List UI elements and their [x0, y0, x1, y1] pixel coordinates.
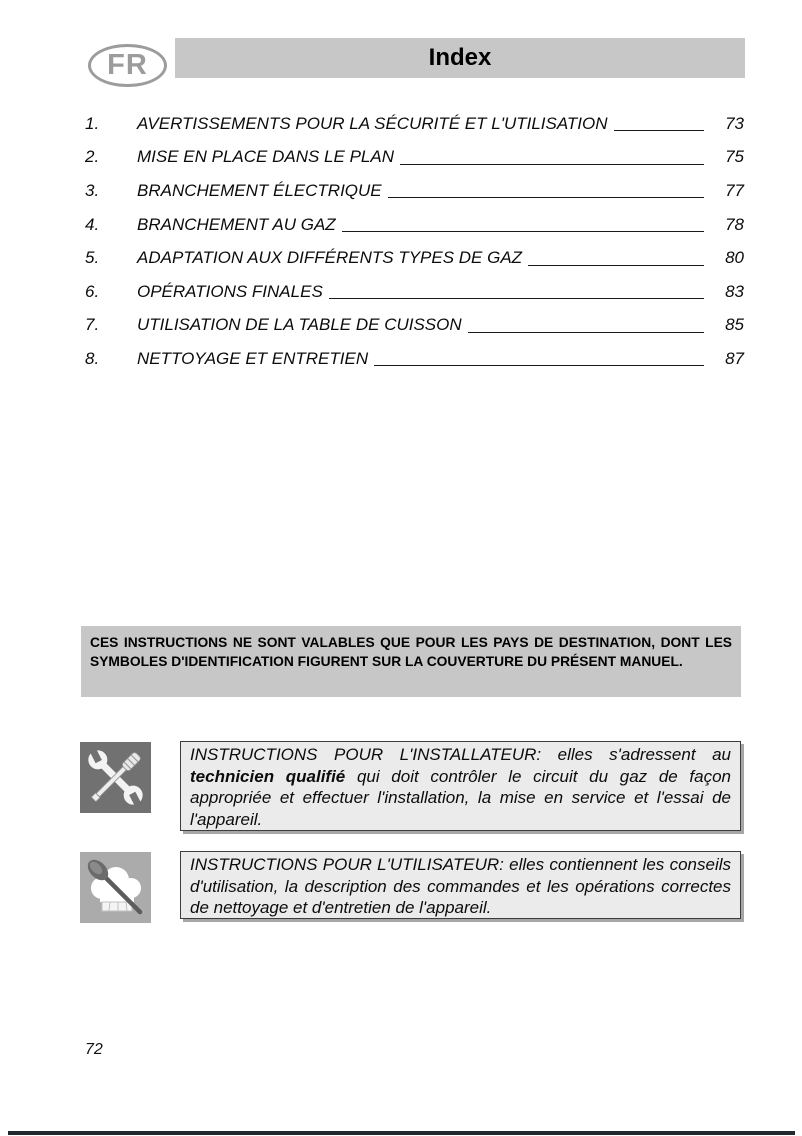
toc-item-page: 80 — [725, 248, 744, 268]
table-of-contents — [85, 107, 744, 376]
installer-note-bold: technicien qualifié — [190, 766, 346, 786]
toc-item-page: 87 — [725, 348, 744, 368]
installer-note-rest: qui doit contrôler le circuit du gaz de façon appropriée et effectuer l'installation, la mise en service et l'essai de l'appareil. — [190, 766, 731, 829]
notice-text: CES INSTRUCTIONS NE SONT VALABLES QUE POUR LES PAYS DE DESTINATION, DONT LES SYMBOLES D'IDENTIFICATION FIGURENT SUR LA COUVERTURE DU PRÉSENT MANUEL. — [90, 635, 732, 669]
toc-item-number: 3. — [85, 180, 100, 200]
toc-item-title: ADAPTATION AUX DIFFÉRENTS TYPES DE GAZ — [137, 248, 523, 268]
toc-row — [85, 275, 744, 309]
toc-leader-line — [342, 231, 704, 232]
toc-row — [85, 342, 744, 376]
page-title: Index — [428, 44, 492, 71]
user-note-text: INSTRUCTIONS POUR L'UTILISATEUR: elles contiennent les conseils d'utilisation, la description des commandes et les opérations correctes de nettoyage et d'entretien de l'appareil. — [190, 855, 731, 917]
installer-instructions-note — [180, 741, 741, 831]
language-badge-label: FR — [107, 49, 148, 81]
toc-leader-line — [400, 164, 704, 165]
toc-item-page: 85 — [725, 315, 744, 335]
toc-item-title: AVERTISSEMENTS POUR LA SÉCURITÉ ET L'UTILISATION — [137, 113, 608, 133]
toc-item-title: NETTOYAGE ET ENTRETIEN — [137, 348, 369, 368]
toc-item-number: 4. — [85, 214, 100, 234]
toc-item-page: 77 — [725, 180, 744, 200]
installer-note-lead: INSTRUCTIONS POUR L'INSTALLATEUR: elles s'adressent au — [190, 745, 731, 764]
toc-item-title: UTILISATION DE LA TABLE DE CUISSON — [137, 315, 462, 335]
toc-row — [85, 141, 744, 175]
language-badge — [88, 44, 167, 87]
toc-item-title: BRANCHEMENT ÉLECTRIQUE — [137, 180, 382, 200]
toc-row — [85, 241, 744, 275]
header-bar — [175, 38, 745, 78]
toc-item-title: OPÉRATIONS FINALES — [137, 281, 323, 301]
wrench-screwdriver-icon — [80, 742, 151, 813]
toc-item-title: BRANCHEMENT AU GAZ — [137, 214, 336, 234]
toc-item-number: 6. — [85, 281, 100, 301]
toc-row — [85, 208, 744, 242]
toc-leader-line — [528, 265, 704, 266]
toc-item-title: MISE EN PLACE DANS LE PLAN — [137, 147, 394, 167]
toc-item-number: 8. — [85, 348, 100, 368]
toc-item-page: 78 — [725, 214, 744, 234]
toc-row — [85, 309, 744, 343]
toc-item-page: 75 — [725, 147, 744, 167]
chef-hat-spoon-icon — [80, 852, 151, 923]
user-instructions-note — [180, 851, 741, 919]
toc-item-page: 73 — [725, 113, 744, 133]
toc-item-number: 2. — [85, 147, 100, 167]
toc-item-number: 1. — [85, 113, 100, 133]
page-number: 72 — [85, 1041, 103, 1058]
toc-item-number: 7. — [85, 315, 100, 335]
toc-leader-line — [614, 130, 704, 131]
toc-leader-line — [468, 332, 704, 333]
toc-leader-line — [388, 197, 704, 198]
toc-row — [85, 107, 744, 141]
toc-leader-line — [329, 298, 704, 299]
toc-item-page: 83 — [725, 281, 744, 301]
toc-row — [85, 174, 744, 208]
country-validity-notice — [81, 626, 741, 697]
toc-item-number: 5. — [85, 248, 100, 268]
toc-leader-line — [374, 365, 704, 366]
footer-rule — [8, 1131, 795, 1135]
